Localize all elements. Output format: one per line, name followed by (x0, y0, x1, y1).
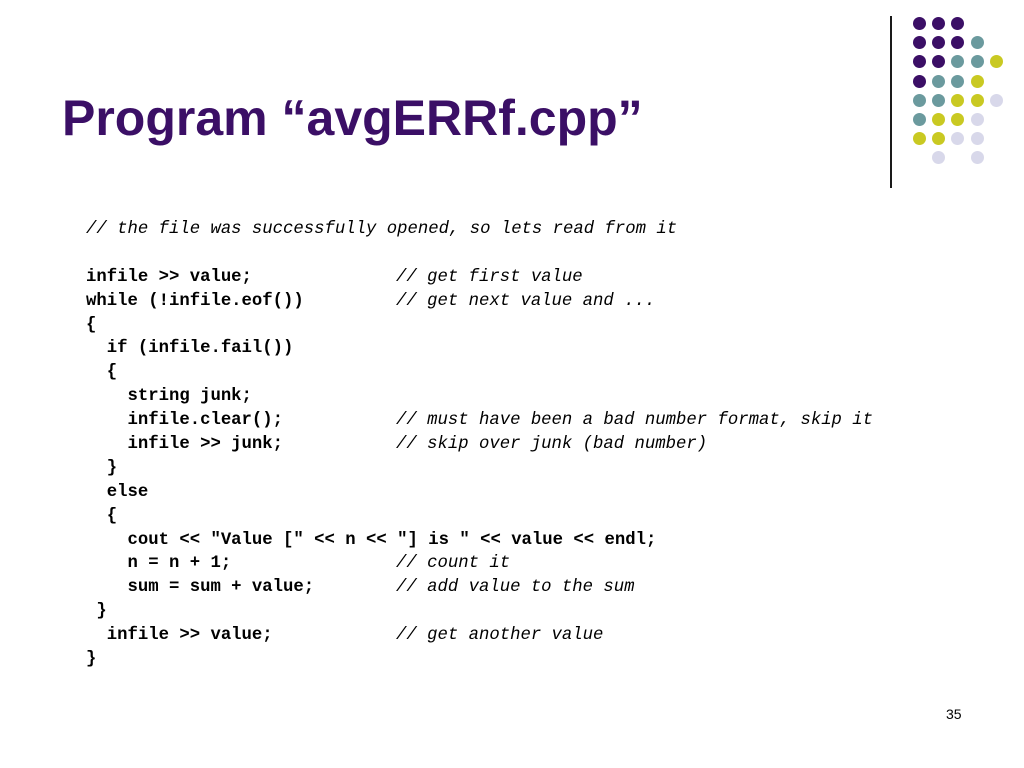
decorative-dot (932, 17, 945, 30)
code-statement: sum = sum + value; (86, 578, 315, 598)
code-statement: { (86, 506, 118, 526)
code-comment: // skip over junk (bad number) (396, 435, 708, 455)
code-comment: // get another value (396, 626, 604, 646)
code-statement: cout << "Value [" << n << "] is " << value << endl; (86, 530, 657, 550)
code-statement: infile >> junk; (86, 435, 284, 455)
code-statement: { (86, 315, 97, 335)
decorative-dot (913, 36, 926, 49)
code-comment: // count it (396, 554, 511, 574)
decorative-dot (971, 132, 984, 145)
decorative-dot (913, 75, 926, 88)
code-statement: if (infile.fail()) (86, 339, 294, 359)
decorative-dot (971, 75, 984, 88)
code-comment: // get next value and ... (396, 291, 656, 311)
decorative-dot (990, 94, 1003, 107)
decorative-dot (932, 151, 945, 164)
decorative-dot (951, 113, 964, 126)
code-statement: n = n + 1; (86, 554, 232, 574)
code-comment: // get first value (396, 267, 583, 287)
decorative-dot (951, 36, 964, 49)
decorative-dot (951, 94, 964, 107)
decorative-dot (913, 94, 926, 107)
decorative-dot (913, 17, 926, 30)
code-statement: } (86, 650, 97, 670)
decorative-dot (932, 132, 945, 145)
decorative-dot (913, 113, 926, 126)
decorative-dot (951, 132, 964, 145)
decorative-dot (990, 55, 1003, 68)
page-number: 35 (946, 706, 962, 722)
decorative-dot (913, 55, 926, 68)
divider-line (890, 16, 892, 188)
code-statement: infile >> value; (86, 626, 273, 646)
code-comment: // add value to the sum (396, 578, 635, 598)
decorative-dot (971, 94, 984, 107)
decorative-dot (932, 113, 945, 126)
slide-title: Program “avgERRf.cpp” (62, 90, 643, 146)
code-statement: else (86, 482, 149, 502)
code-statement: infile >> value; (86, 267, 252, 287)
decorative-dot (951, 75, 964, 88)
code-comment: // the file was successfully opened, so lets read from it (86, 220, 678, 239)
decorative-dot (971, 151, 984, 164)
decorative-dot (932, 55, 945, 68)
decorative-dot (932, 75, 945, 88)
code-statement: } (86, 458, 118, 478)
decorative-dot (971, 113, 984, 126)
code-statement: string junk; (86, 387, 252, 407)
code-statement: } (86, 602, 107, 622)
decorative-dot (932, 36, 945, 49)
decorative-dot (913, 132, 926, 145)
code-statement: while (!infile.eof()) (86, 291, 304, 311)
decorative-dot (971, 36, 984, 49)
code-statement: { (86, 363, 118, 383)
decorative-dot (932, 94, 945, 107)
decorative-dot (951, 55, 964, 68)
decorative-dot (971, 55, 984, 68)
decorative-dot (951, 17, 964, 30)
code-statement: infile.clear(); (86, 411, 284, 431)
code-comment: // must have been a bad number format, skip it (396, 411, 874, 431)
